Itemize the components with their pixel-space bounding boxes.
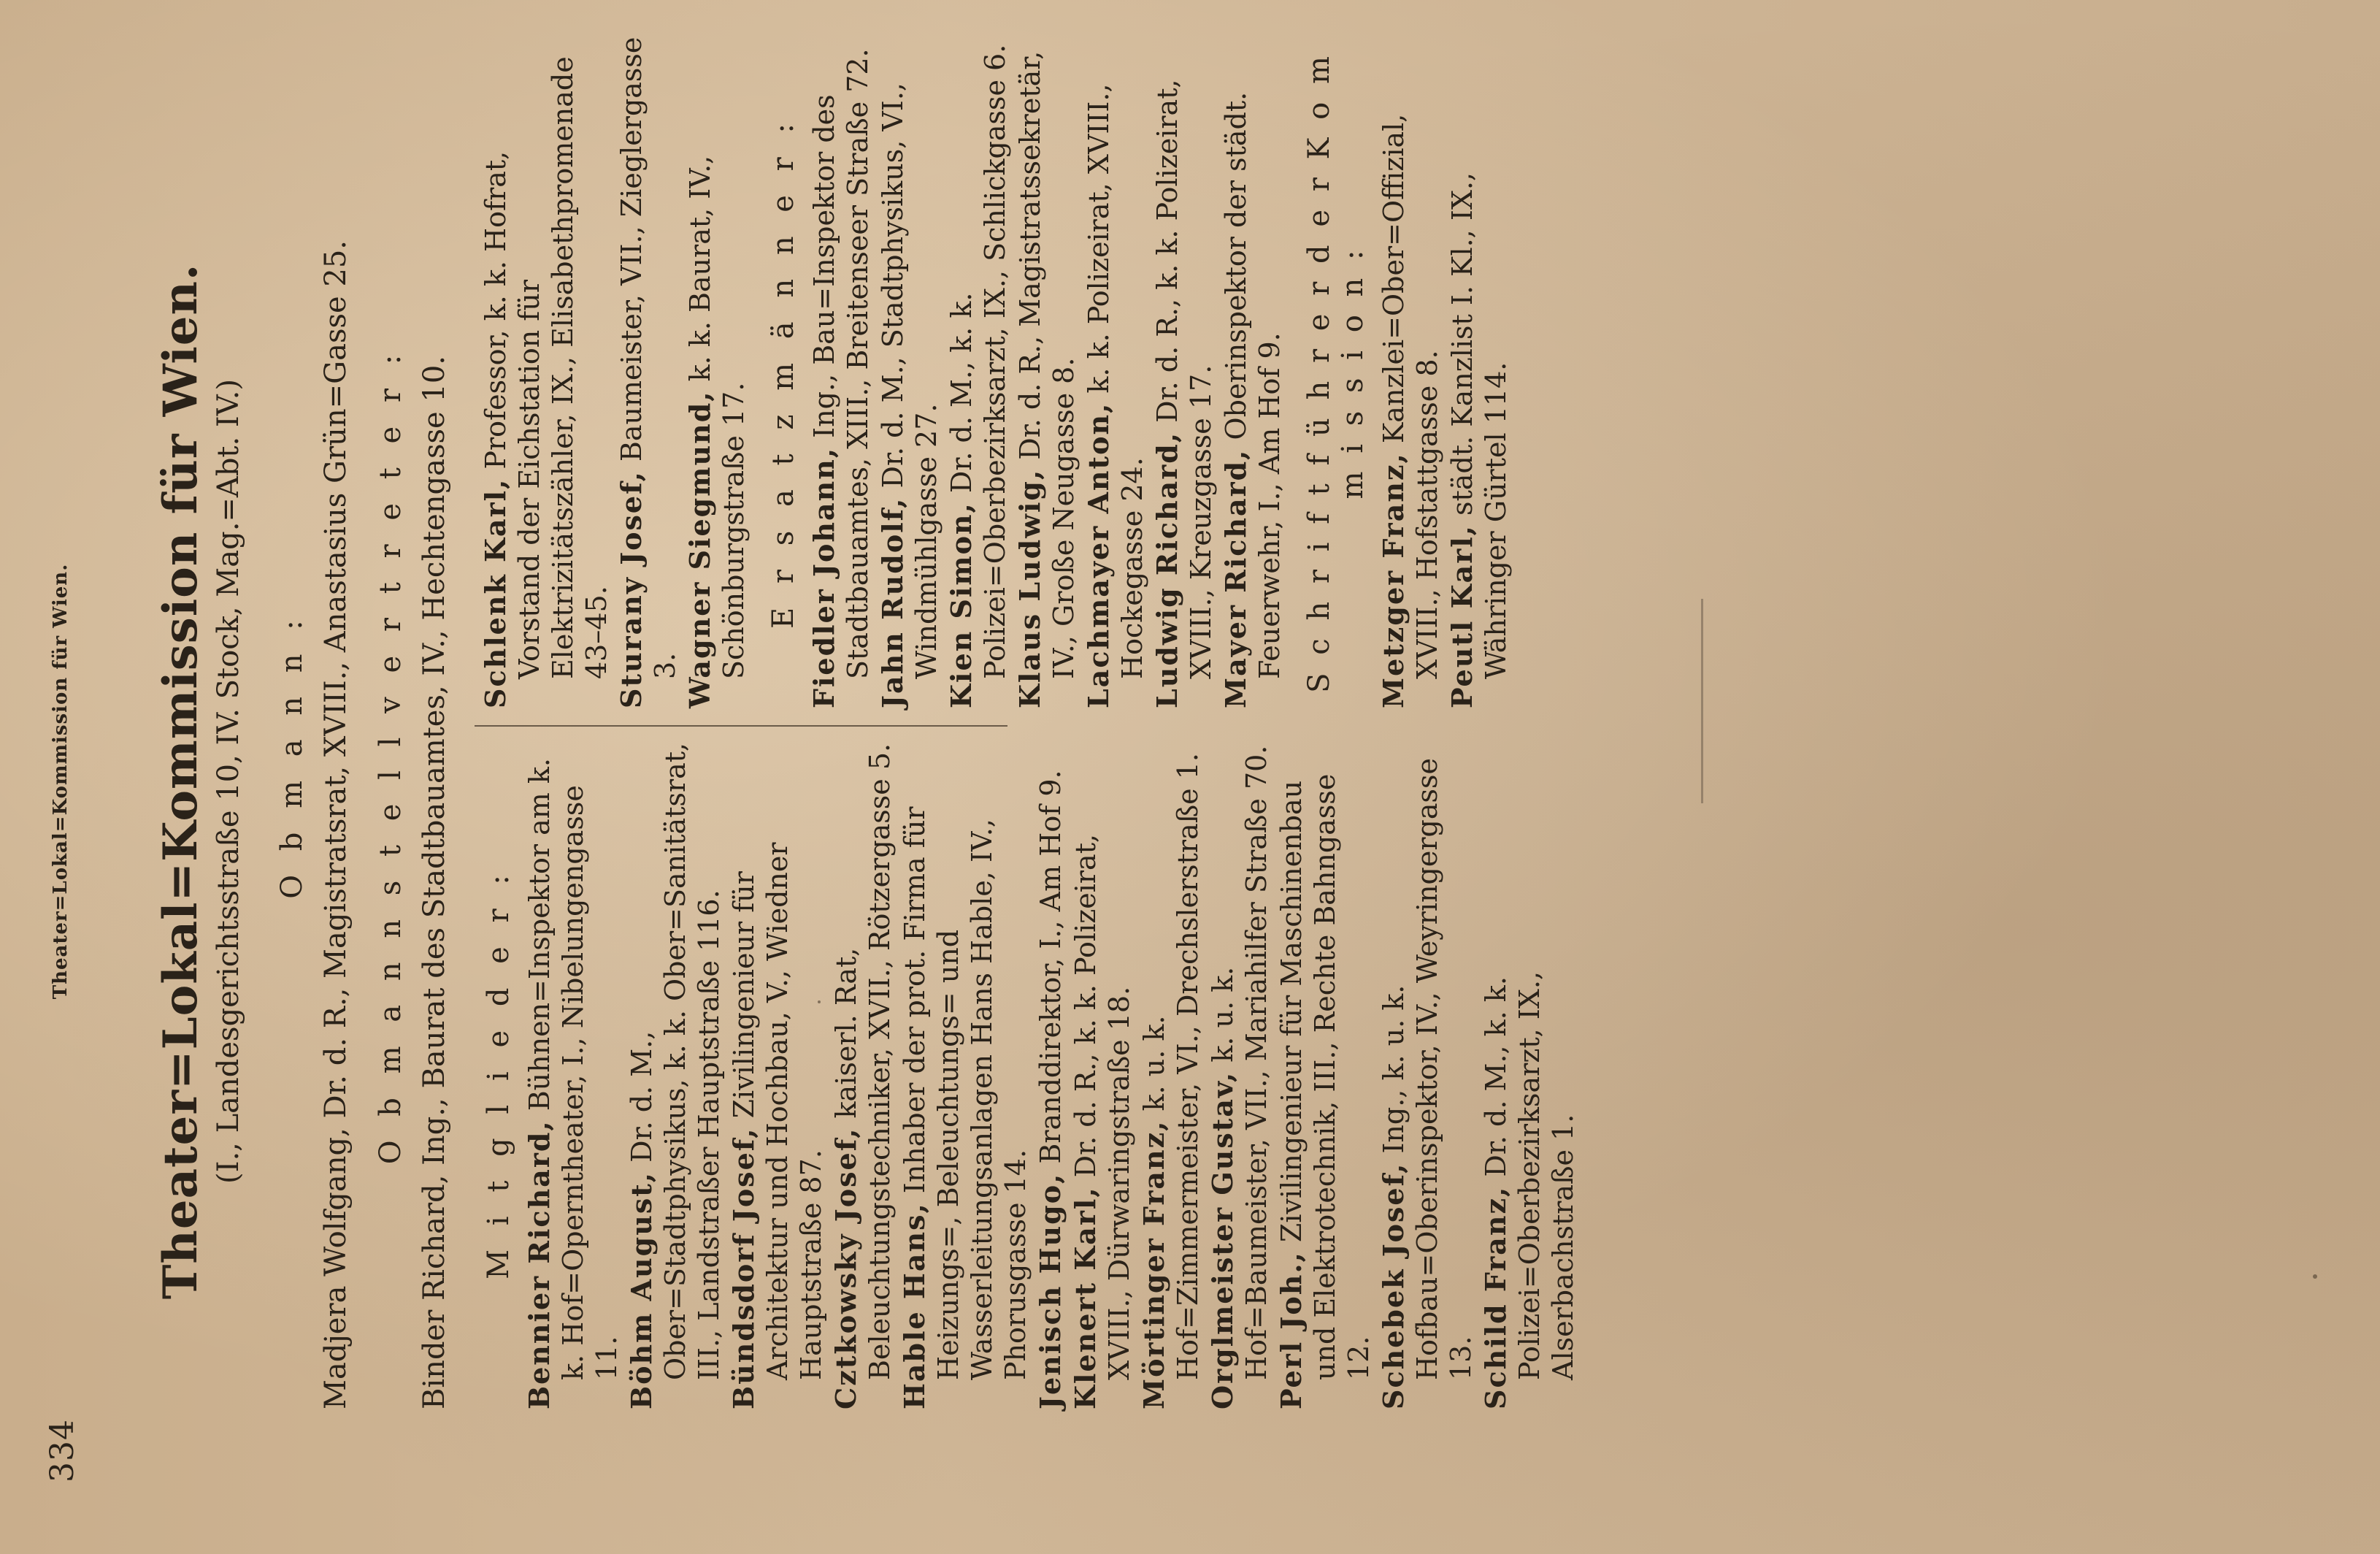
running-head: Theater=Lokal=Kommission für Wien.	[50, 563, 72, 1000]
mitglieder-heading: M i t g l i e d e r :	[482, 868, 515, 1279]
obmann-heading: O b m a n n :	[275, 613, 309, 899]
list-item: Perl Joh., Zivilingenieur für Maschinenbau und Elektrotechnik, III., Rechte Bahngasse 12.	[1275, 773, 1375, 1409]
schriftfuehrer-heading: S c h r i f t f ü h r e r d e r K o m m i s s i o n :	[1302, 52, 1370, 693]
list-item: Klenert Karl, Dr. d. R., k. k. Polizeirat, XVIII., Dürwaringstraße 18.	[1069, 833, 1135, 1409]
obmann-text: Madjera Wolfgang, Dr. d. R., Magistratsrat, XVIII., Anastasius Grün=Gasse 25.	[319, 240, 353, 1409]
left-column	[475, 738, 1581, 1409]
list-item: Jenisch Hugo, Branddirektor, I., Am Hof 9.	[1034, 770, 1067, 1409]
list-item: Mörtinger Franz, k. u. k. Hof=Zimmermeister, VI., Drechslerstraße 1.	[1137, 753, 1204, 1409]
stellvertreter-text: Binder Richard, Ing., Baurat des Stadtbauamtes, IV., Hechtengasse 10.	[418, 355, 451, 1409]
list-item: Peutl Karl, städt. Kanzlist I. Kl., IX., Währinger Gürtel 114.	[1446, 172, 1512, 708]
column-divider	[475, 725, 1007, 727]
page-header	[44, 29, 88, 1534]
stellvertreter-section	[365, 102, 453, 1409]
list-item: Sturany Josef, Baumeister, VII., Zieglergasse 3.	[615, 37, 681, 708]
stellvertreter-heading: O b m a n n s t e l l v e r t r e t e r :	[374, 347, 407, 1165]
mitglieder-continued-list	[479, 37, 751, 708]
list-item: Lachmayer Anton, k. k. Polizeirat, XVIII., Hockegasse 24.	[1082, 83, 1148, 708]
schriftfuehrer-list	[1377, 37, 1513, 708]
list-item: Orglmeister Gustav, k. u. k. Hof=Baumeister, VII., Mariahilfer Straße 70.	[1206, 745, 1272, 1409]
list-item: Fiedler Johann, Ing., Bau=Inspektor des Stadtbauamtes, XIII., Breitenseer Straße 72.	[807, 48, 874, 708]
list-item: Schebek Josef, Ing., k. u. k. Hofbau=Oberinspektor, IV., Weyringergasse 13.	[1377, 758, 1477, 1409]
right-column	[475, 37, 1514, 708]
list-item: Böhm August, Dr. d. M., Ober=Stadtphysikus, k. k. Ober=Sanitätsrat, III., Landstraßer Hauptstraße 116.	[625, 742, 725, 1409]
list-item: Klaus Ludwig, Dr. d. R., Magistratssekretär, IV., Große Neugasse 8.	[1013, 50, 1080, 708]
list-item: Bündsdorf Josef, Zivilingenieur für Architektur und Hochbau, V., Wiedner Hauptstraße 87.	[727, 842, 827, 1409]
two-column-area	[475, 22, 1579, 1409]
page-title: Theater=Lokal=Kommission für Wien.	[153, 263, 208, 1300]
list-item: Schlenk Karl, Professor, k. k. Hofrat, Vorstand der Eichstation für Elektrizitätszähler, IX., Elisabethpromenade 43–45.	[479, 56, 613, 708]
list-item: Schild Franz, Dr. d. M., k. k. Polizei=Oberbezirksarzt, IX., Alserbachstraße 1.	[1479, 971, 1579, 1409]
page-number: 334	[44, 1419, 81, 1482]
pencil-mark	[1701, 599, 1703, 803]
ersatzmaenner-list	[807, 37, 1286, 708]
list-item: Metzger Franz, Kanzlei=Ober=Offizial, XVIII., Hofstattgasse 8.	[1377, 113, 1443, 708]
ersatzmaenner-heading: E r s a t z m ä n n e r :	[767, 116, 800, 629]
list-item: Wagner Siegmund, k. k. Baurat, IV., Schönburgstraße 17.	[683, 155, 750, 708]
list-item: Jahn Rudolf, Dr. d. M., Stadtphysikus, VI., Windmühlgasse 27.	[876, 83, 943, 708]
list-item: Ludwig Richard, Dr. d. R., k. k. Polizeirat, XVIII., Kreuzgasse 17.	[1151, 79, 1217, 708]
paper-speck	[818, 1000, 821, 1003]
list-item: Cztkowsky Josef, kaiserl. Rat, Beleuchtungstechniker, XVII., Rötzergasse 5.	[829, 743, 896, 1409]
list-item: Mayer Richard, Oberinspektor der städt. Feuerwehr, I., Am Hof 9.	[1219, 91, 1286, 708]
rotated-text-page	[44, 29, 1579, 1534]
page-subtitle: (I., Landesgerichtsstraße 10, IV. Stock, Mag.=Abt. IV.)	[212, 379, 245, 1184]
mitglieder-list	[523, 738, 1580, 1409]
list-item: Bennier Richard, Bühnen=Inspektor am k. k. Hof=Operntheater, I., Nibelungengasse 11.	[523, 758, 623, 1409]
list-item: Kien Simon, Dr. d. M., k. k. Polizei=Oberbezirksarzt, IX., Schlickgasse 6.	[945, 44, 1011, 708]
list-item: Hable Hans, Inhaber der prot. Firma für Heizungs=, Beleuchtungs= und Wasserleitungsanlagen Hans Hable, IV., Phorusgasse 14.	[898, 806, 1032, 1409]
obmann-section	[266, 102, 354, 1409]
paper-speck	[2313, 1274, 2317, 1279]
